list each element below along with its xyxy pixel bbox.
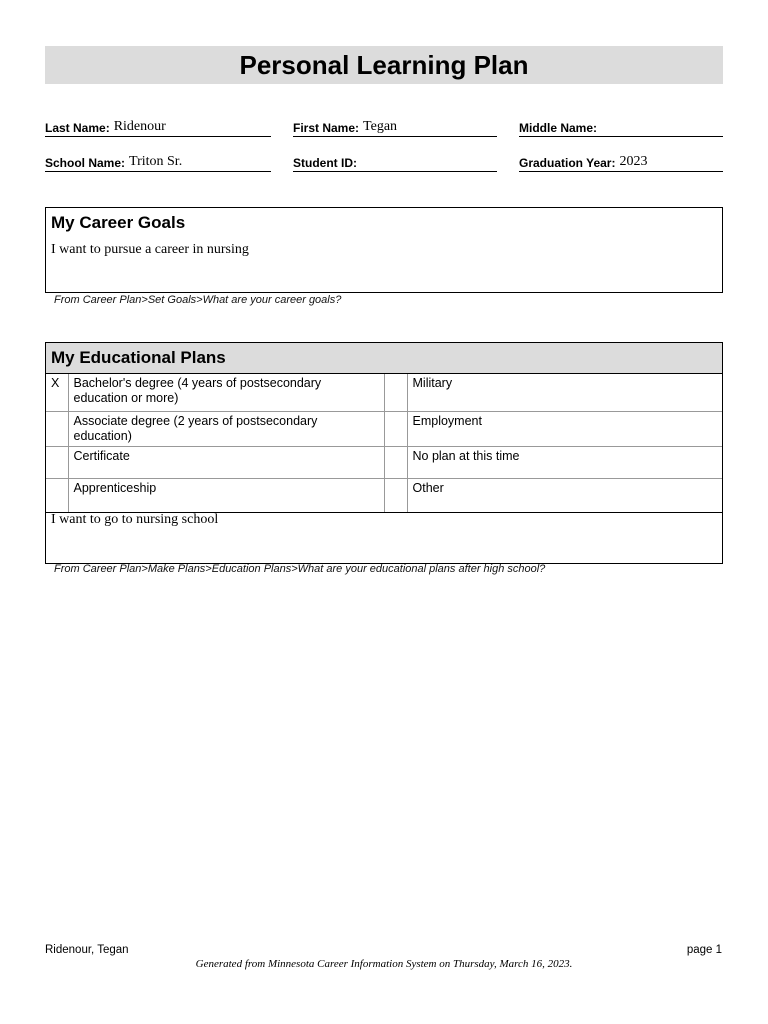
- last-name-field: [45, 117, 271, 137]
- option-label: Associate degree (2 years of postsecondary education): [68, 411, 384, 446]
- option-mark[interactable]: [384, 411, 407, 446]
- table-row: [46, 374, 722, 411]
- option-label: Other: [407, 478, 722, 512]
- option-mark[interactable]: [46, 446, 68, 478]
- last-name-value: Ridenour: [113, 119, 166, 134]
- option-label: No plan at this time: [407, 446, 722, 478]
- table-row: [46, 411, 722, 446]
- school-name-field: [45, 152, 271, 172]
- school-name-value: Triton Sr.: [129, 154, 183, 169]
- option-mark[interactable]: X: [46, 374, 68, 411]
- graduation-year-field: [519, 152, 723, 172]
- graduation-year-value: 2023: [619, 154, 648, 169]
- school-name-label: School Name:: [45, 156, 126, 170]
- title-bar: [45, 46, 723, 84]
- option-mark[interactable]: [384, 446, 407, 478]
- table-row: [46, 478, 722, 512]
- student-id-field: [293, 152, 497, 172]
- option-label: Bachelor's degree (4 years of postsecondary education or more): [68, 374, 384, 411]
- option-label: Employment: [407, 411, 722, 446]
- educational-plans-heading: My Educational Plans: [51, 348, 226, 367]
- footer-generated-note: Generated from Minnesota Career Information System on Thursday, March 16, 2023.: [195, 958, 573, 970]
- footer-page-number: page 1: [686, 944, 722, 956]
- educational-plans-box: [45, 342, 723, 564]
- educational-plans-options: [46, 374, 722, 513]
- student-id-label: Student ID:: [293, 156, 357, 170]
- middle-name-label: Middle Name:: [519, 121, 598, 135]
- option-mark[interactable]: [384, 478, 407, 512]
- option-mark[interactable]: [384, 374, 407, 411]
- footer-student-name: Ridenour, Tegan: [45, 944, 129, 956]
- table-row: [46, 446, 722, 478]
- first-name-value: Tegan: [363, 119, 398, 134]
- career-goals-heading: My Career Goals: [51, 213, 186, 232]
- option-label: Military: [407, 374, 722, 411]
- educational-plans-text: I want to go to nursing school: [51, 512, 219, 527]
- career-goals-source: From Career Plan>Set Goals>What are your career goals?: [54, 294, 342, 306]
- first-name-field: [293, 117, 497, 137]
- option-label: Apprenticeship: [68, 478, 384, 512]
- option-label: Certificate: [68, 446, 384, 478]
- option-mark[interactable]: [46, 478, 68, 512]
- graduation-year-label: Graduation Year:: [519, 156, 616, 170]
- career-goals-text: I want to pursue a career in nursing: [51, 242, 249, 257]
- option-mark[interactable]: [46, 411, 68, 446]
- career-goals-box: [45, 207, 723, 293]
- educational-plans-source: From Career Plan>Make Plans>Education Plans>What are your educational plans after high school?: [54, 563, 546, 575]
- page-title: Personal Learning Plan: [239, 49, 529, 80]
- middle-name-field: [519, 117, 723, 137]
- first-name-label: First Name:: [293, 121, 360, 135]
- last-name-label: Last Name:: [45, 121, 110, 135]
- educational-plans-header: [46, 343, 722, 374]
